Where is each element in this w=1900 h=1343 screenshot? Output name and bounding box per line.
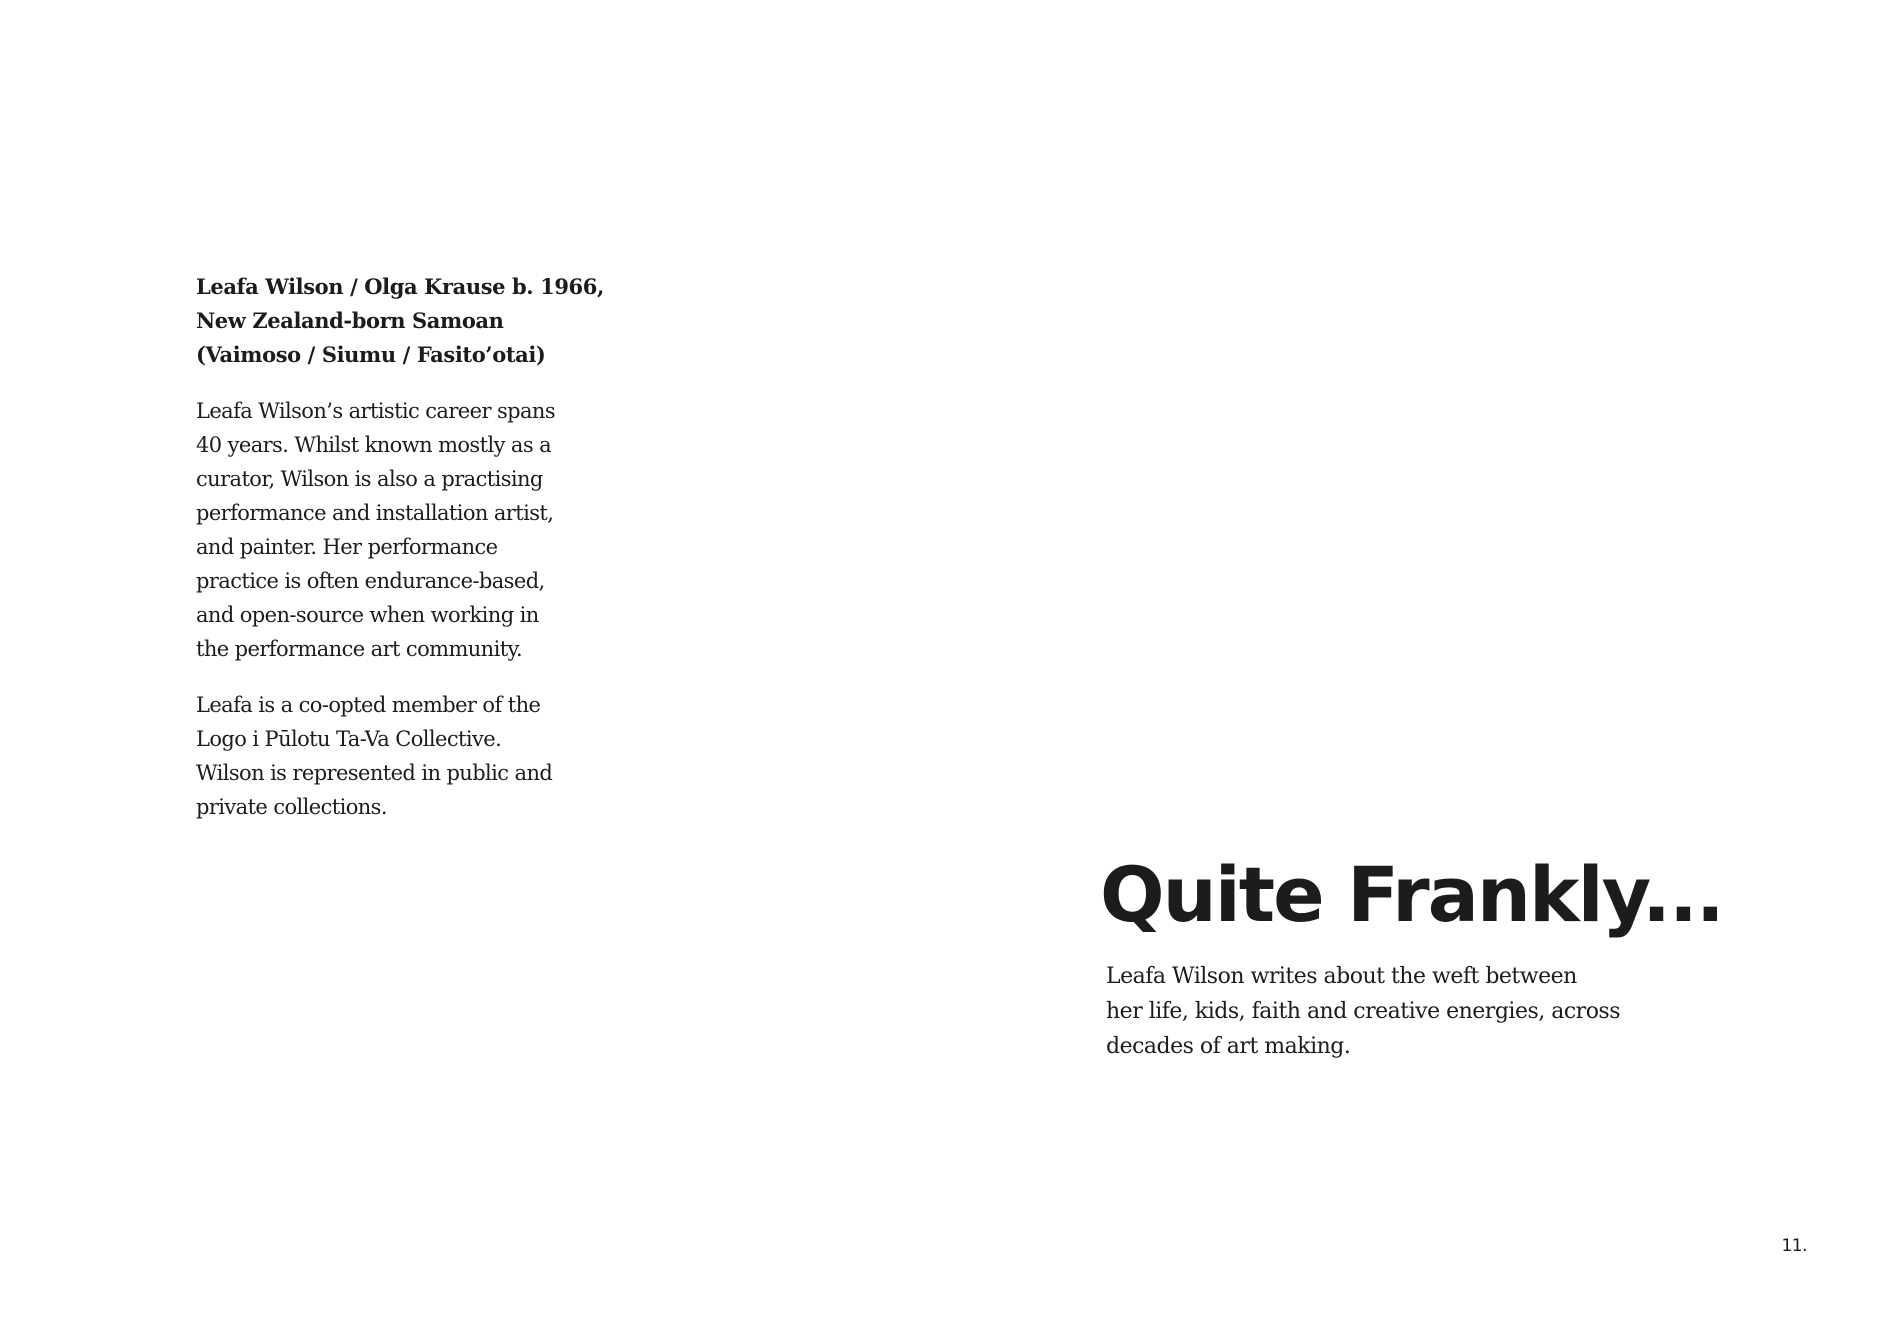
text-line: practice is often endurance-based, xyxy=(196,569,545,593)
text-line: Wilson is represented in public and xyxy=(196,761,553,785)
text-line: performance and installation artist, xyxy=(196,501,554,525)
text-line: her life, kids, faith and creative energies, across xyxy=(1106,999,1621,1024)
text-line: the performance art community. xyxy=(196,637,523,661)
heading-line: (Vaimoso / Siumu / Fasito’otai) xyxy=(196,342,546,367)
text-line: Leafa Wilson’s artistic career spans xyxy=(196,399,555,423)
text-line: decades of art making. xyxy=(1106,1034,1351,1059)
article-title: Quite Frankly... xyxy=(1100,850,1723,939)
text-line: and open-source when working in xyxy=(196,603,539,627)
text-line: 40 years. Whilst known mostly as a xyxy=(196,433,551,457)
bio-paragraph-career xyxy=(196,394,596,666)
bio-paragraph-collective xyxy=(196,688,596,824)
text-line: curator, Wilson is also a practising xyxy=(196,467,543,491)
text-line: and painter. Her performance xyxy=(196,535,498,559)
artist-bio xyxy=(196,270,604,846)
article-feature xyxy=(1100,845,1800,1064)
page-number: 11. xyxy=(1781,1236,1807,1256)
heading-line: New Zealand-born Samoan xyxy=(196,308,504,333)
text-line: Leafa Wilson writes about the weft between xyxy=(1106,964,1577,989)
text-line: Logo i Pūlotu Ta-Va Collective. xyxy=(196,727,502,751)
text-line: Leafa is a co-opted member of the xyxy=(196,693,541,717)
text-line: private collections. xyxy=(196,795,387,819)
heading-line: Leafa Wilson / Olga Krause b. 1966, xyxy=(196,274,604,299)
artist-bio-heading xyxy=(196,270,604,372)
article-intro xyxy=(1106,959,1800,1064)
